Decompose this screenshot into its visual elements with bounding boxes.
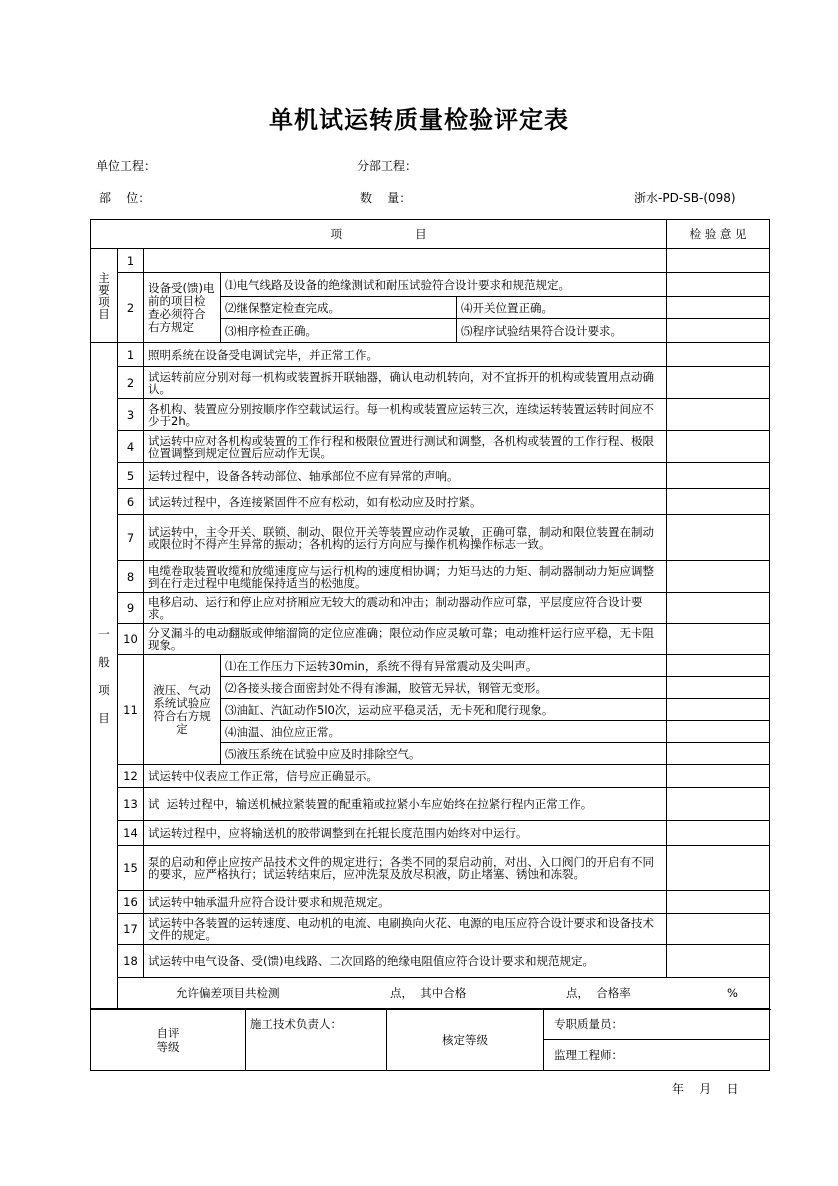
item-column-header: 项 目 [91,220,667,249]
row-text: 试运转中电气设备、受(馈)电线路、二次回路的绝缘电阻值应符合设计要求和规范规定。 [144,945,667,978]
opinion-cell[interactable] [667,593,770,624]
form-code: 浙水-PD-SB-(098) [634,191,736,205]
opinion-cell[interactable] [667,914,770,945]
opinion-cell[interactable] [667,367,770,399]
opinion-cell[interactable] [667,677,770,699]
opinion-cell[interactable] [667,515,770,561]
sub-item: ⑸液压系统在试验中应及时排除空气。 [221,743,667,765]
row-number: 6 [118,489,144,515]
row-number: 14 [118,821,144,846]
sub-item: ⑷开关位置正确。 [457,297,667,319]
opinion-cell[interactable] [667,399,770,431]
opinion-cell[interactable] [667,846,770,891]
opinion-cell[interactable] [667,561,770,593]
opinion-cell[interactable] [667,945,770,978]
row-text: 试 运转过程中，输送机械拉紧装置的配重箱或拉紧小车应始终在拉紧行程内正常工作。 [144,788,667,821]
summary-text-1: 允许偏差项目共检测 [176,986,280,1000]
row-number: 3 [118,399,144,431]
row-number: 2 [118,273,144,343]
opinion-cell[interactable] [667,721,770,743]
main-items-label: 主要项目 [91,249,118,343]
row-text: 试运转中仪表应工作正常，信号应正确显示。 [144,765,667,788]
opinion-column-header: 检 验 意 见 [667,220,770,249]
opinion-cell[interactable] [667,297,770,319]
row-text: 试运转中，主令开关、联锁、制动、限位开关等装置应动作灵敏，正确可靠，制动和限位装置在制动或限位时不得产生异常的振动；各机构的运行方向应与操作机构操作标志一致。 [144,515,667,561]
row-text [144,249,667,273]
opinion-cell[interactable] [667,743,770,765]
opinion-cell[interactable] [667,343,770,367]
opinion-cell[interactable] [667,431,770,463]
page-title: 单机试运转质量检验评定表 [269,106,569,134]
summary-row [118,978,770,1010]
opinion-cell[interactable] [667,765,770,788]
sub-item: ⑶相序检查正确。 [221,319,457,343]
summary-text-2: 点， 其中合格 [390,986,467,1000]
position-label: 部 位： [99,191,151,205]
opinion-cell[interactable] [667,319,770,343]
row-number: 11 [118,655,144,765]
opinion-cell[interactable] [667,249,770,273]
row-number: 8 [118,561,144,593]
row-text: 运转过程中，设备各转动部位、轴承部位不应有异常的声响。 [144,463,667,489]
row-number: 5 [118,463,144,489]
row-text: 电缆卷取装置收缆和放缆速度应与运行机构的速度相协调；力矩马达的力矩、制动器制动力矩应调整到在行走过程中电缆能保持适当的松弛度。 [144,561,667,593]
row-text: 试运转中各装置的运转速度、电动机的电流、电刷换向火花、电源的电压应符合设计要求和设备技术文件的规定。 [144,914,667,945]
sub-item: ⑵继保整定检查完成。 [221,297,457,319]
row-number: 1 [118,249,144,273]
row-text: 试运转中应对各机构或装置的工作行程和极限位置进行测试和调整，各机构或装置的工作行程、极限位置调整到规定位置后应动作无误。 [144,431,667,463]
opinion-cell[interactable] [667,463,770,489]
sub-item: ⑴在工作压力下运转30min，系统不得有异常震动及尖叫声。 [221,655,667,677]
opinion-cell[interactable] [667,655,770,677]
opinion-cell[interactable] [667,891,770,914]
row-text: 试运转过程中，应将输送机的胶带调整到在托辊长度范围内始终对中运行。 [144,821,667,846]
sub-item: ⑸程序试验结果符合设计要求。 [457,319,667,343]
row-number: 18 [118,945,144,978]
row-number: 12 [118,765,144,788]
row-number: 2 [118,367,144,399]
opinion-cell[interactable] [667,788,770,821]
quantity-label: 数 量： [360,191,412,205]
summary-percent: % [727,986,738,1000]
sub-project-label: 分部工程： [357,159,418,173]
row-number: 10 [118,624,144,655]
opinion-cell[interactable] [667,624,770,655]
tech-lead-label: 施工技术负责人： [246,1009,387,1071]
row-text: 各机构、装置应分别按顺序作空载试运行。每一机构或装置应运转三次，连续运转装置运转时间应不少于2h。 [144,399,667,431]
opinion-cell[interactable] [667,273,770,297]
verify-grade-label: 核定等级 [387,1009,544,1071]
row-text: 试运转中轴承温升应符合设计要求和规范规定。 [144,891,667,914]
opinion-cell[interactable] [667,489,770,515]
unit-project-label: 单位工程： [96,159,157,173]
footer-table [90,1008,770,1071]
row-number: 17 [118,914,144,945]
row-number: 15 [118,846,144,891]
evaluation-table [90,219,770,1010]
sub-item: ⑶油缸、汽缸动作5l0次，运动应平稳灵活，无卡死和爬行现象。 [221,699,667,721]
self-eval-label: 自评等级 [91,1009,246,1071]
row-number: 13 [118,788,144,821]
row-text: 照明系统在设备受电调试完毕，并正常工作。 [144,343,667,367]
sub-label: 液压、气动系统试验应符合右方规定 [144,655,221,765]
sub-label: 设备受(馈)电前的项目检查必须符合右方规定 [144,273,221,343]
row-number: 4 [118,431,144,463]
summary-text-3: 点， 合格率 [566,986,631,1000]
row-text: 电移启动、运行和停止应对挤厢应无较大的震动和冲击；制动器动作应可靠，平层度应符合设计要求。 [144,593,667,624]
sub-item: ⑷油温、油位应正常。 [221,721,667,743]
row-number: 1 [118,343,144,367]
sub-item: ⑵各接头接合面密封处不得有渗漏，胶管无异状，钢管无变形。 [221,677,667,699]
row-number: 7 [118,515,144,561]
quality-officer-label: 专职质量员： [544,1009,770,1040]
supervisor-label: 监理工程师： [544,1040,770,1071]
row-number: 9 [118,593,144,624]
sub-item: ⑴电气线路及设备的绝缘测试和耐压试验符合设计要求和规范规定。 [221,273,667,297]
row-text: 泵的启动和停止应按产品技术文件的规定进行；各类不同的泵启动前，对出、入口阀门的开启有不同的要求，应严格执行；试运转结束后，应冲洗泵及放尽积液，防止堵塞、锈蚀和冻裂。 [144,846,667,891]
row-text: 分叉漏斗的电动翻版或伸缩溜筒的定位应准确；限位动作应灵敏可靠；电动推杆运行应平稳，无卡阻现象。 [144,624,667,655]
date-line: 年 月 日 [672,1082,739,1096]
row-text: 试运转前应分别对每一机构或装置拆开联轴器，确认电动机转向，对不宜拆开的机构或装置用点动确认。 [144,367,667,399]
general-items-label: 一般项目 [91,343,118,1010]
opinion-cell[interactable] [667,821,770,846]
row-number: 16 [118,891,144,914]
row-text: 试运转过程中，各连接紧固件不应有松动，如有松动应及时拧紧。 [144,489,667,515]
opinion-cell[interactable] [667,699,770,721]
